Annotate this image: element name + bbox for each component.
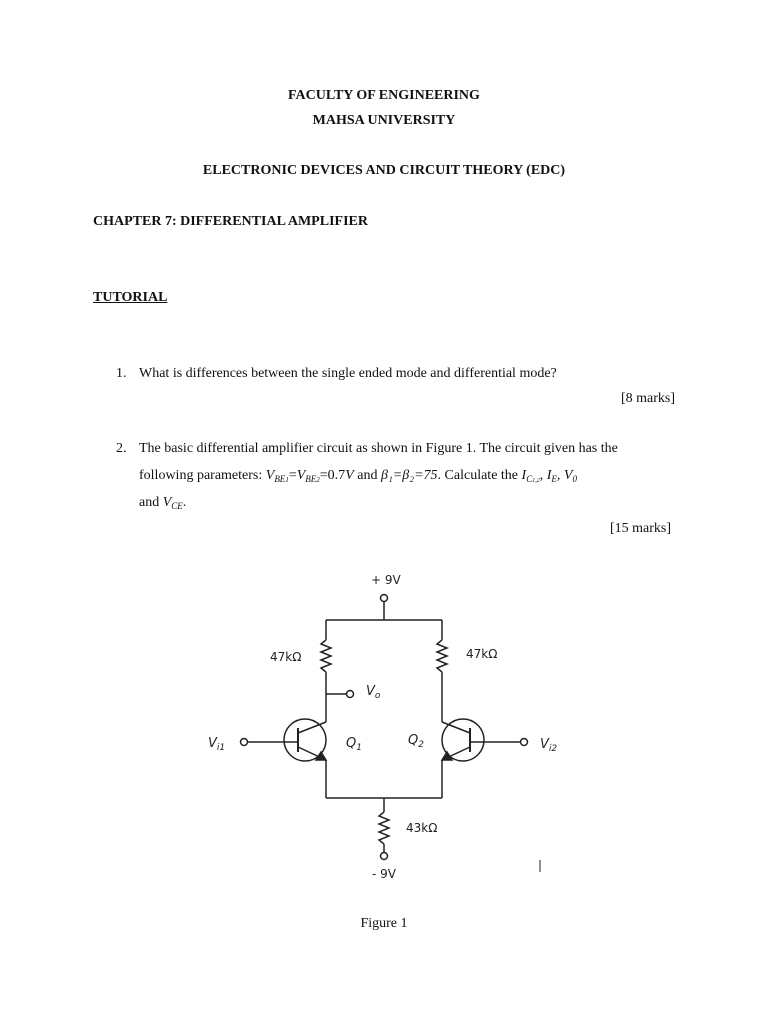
beta-values: β₁=β₂=75 xyxy=(380,468,438,483)
q1-label: $Q_1$ xyxy=(346,736,362,753)
question-1-text: What is differences between the single ended mode and differential mode? xyxy=(139,366,557,381)
section-title: TUTORIAL xyxy=(93,290,168,305)
question-1-number: 1. xyxy=(116,366,127,381)
vce-symbol: V xyxy=(162,495,172,510)
vee-label: - 9V xyxy=(372,867,396,881)
q2-label: $Q_2$ xyxy=(408,733,424,750)
and-word-2: and xyxy=(139,495,160,510)
period: . xyxy=(182,495,187,510)
vbe1-symbol: V xyxy=(265,468,275,483)
comma-2: , xyxy=(556,468,561,483)
vbe2-symbol: V xyxy=(296,468,306,483)
vo-terminal xyxy=(347,691,354,698)
ic-symbol: I xyxy=(521,468,527,483)
course-title: ELECTRONIC DEVICES AND CIRCUIT THEORY (EDC) xyxy=(202,163,566,178)
rc2-resistor xyxy=(437,640,447,672)
faculty-title: FACULTY OF ENGINEERING xyxy=(288,88,480,103)
ie-sub: E xyxy=(551,474,557,484)
rc2-label: 47kΩ xyxy=(466,647,498,661)
vi1-label: $V_{i1}$ xyxy=(208,736,226,753)
params-prefix: following parameters: xyxy=(139,468,263,483)
vce-sub: CE xyxy=(171,501,183,511)
ie-symbol: I xyxy=(546,468,552,483)
volt-unit: V xyxy=(345,468,354,483)
vo-label: $V_o$ xyxy=(366,684,381,701)
question-2-number: 2. xyxy=(116,441,127,456)
comma-1: , xyxy=(539,468,544,483)
equals-sign: = xyxy=(288,468,297,483)
university-title: MAHSA UNIVERSITY xyxy=(312,113,456,128)
rc1-label: 47kΩ xyxy=(270,650,302,664)
vbe-value: =0.7 xyxy=(319,468,346,483)
chapter-title: CHAPTER 7: DIFFERENTIAL AMPLIFIER xyxy=(93,214,368,229)
vo-symbol: V xyxy=(563,468,573,483)
vbe2-sub: BE2 xyxy=(305,474,320,484)
vo-sub: 0 xyxy=(572,474,577,484)
vbe1-sub: BE1 xyxy=(274,474,289,484)
calculate-text: . Calculate the xyxy=(437,468,519,483)
vee-terminal xyxy=(381,853,388,860)
re-resistor xyxy=(379,812,389,844)
question-1-marks: [8 marks] xyxy=(620,391,675,406)
and-word: and xyxy=(357,468,378,483)
ic-sub: C1,2 xyxy=(526,474,540,484)
vcc-terminal xyxy=(381,595,388,602)
rc1-resistor xyxy=(321,640,331,672)
question-2-line1: The basic differential amplifier circuit as shown in Figure 1. The circuit given has the xyxy=(139,441,618,456)
question-2-marks: [15 marks] xyxy=(609,521,671,536)
vcc-label: + 9V xyxy=(371,573,401,587)
vi2-label: $V_{i2}$ xyxy=(540,737,558,754)
figure-caption: Figure 1 xyxy=(360,916,408,931)
vi1-terminal xyxy=(241,739,248,746)
vi2-terminal xyxy=(521,739,528,746)
re-label: 43kΩ xyxy=(406,821,438,835)
